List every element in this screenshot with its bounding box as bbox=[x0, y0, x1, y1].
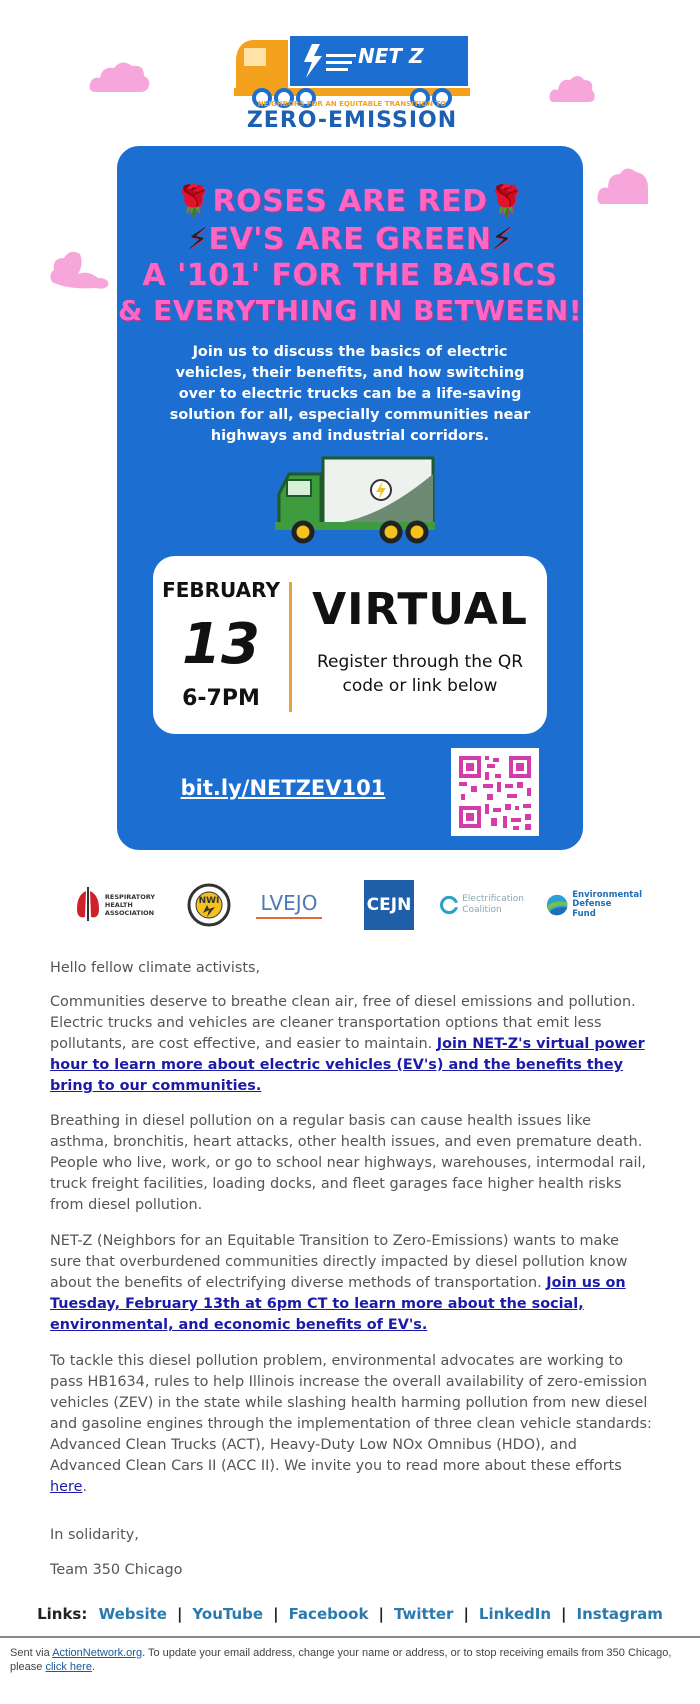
footer-text: Sent via ActionNetwork.org. To update your email address, change your name or address, or to stop receiving emails from 350 Chicago, please click here. bbox=[10, 1647, 672, 1673]
unsubscribe-link[interactable]: click here bbox=[45, 1661, 92, 1673]
electric-truck-icon bbox=[273, 454, 437, 544]
cloud-decoration bbox=[596, 164, 648, 208]
power-hour-link[interactable]: Join NET-Z's virtual power hour to learn more about electric vehicles (EV's) and the benefits they bring to our communities. bbox=[50, 1036, 645, 1094]
logo-environmental-defense-fund: Environmental Defense Fund bbox=[546, 880, 642, 930]
paragraph-netz: NET-Z (Neighbors for an Equitable Transition to Zero-Emissions) wants to make sure that overburdened communities directly impacted by diesel pollution know about the benefits of electrifying diverse methods of transportation. Join us on Tuesday, February 13th at 6pm CT to learn more about the social, environmental, and economic benefits of EV's. bbox=[50, 1233, 628, 1333]
twitter-link[interactable]: Twitter bbox=[393, 1605, 454, 1623]
net-z-logo bbox=[232, 32, 472, 136]
logo-brand: NET Z bbox=[358, 44, 424, 68]
event-flyer bbox=[117, 146, 583, 850]
flyer-headline-2: ⚡EV'S ARE GREEN⚡ bbox=[186, 222, 514, 257]
signoff: In solidarity, bbox=[50, 1527, 139, 1543]
logo-tagline: NEIGHBORS FOR AN EQUITABLE TRANSITION TO bbox=[257, 100, 447, 108]
logo-lvejo: LVEJO bbox=[254, 880, 324, 930]
rose-icon: 🌹 bbox=[174, 184, 213, 219]
flyer-intro: Join us to discuss the basics of electric vehicles, their benefits, and how switching over to electric trucks can be a life-saving solution for all, especially communities near highways and industrial corridors. bbox=[169, 344, 531, 444]
signature: Team 350 Chicago bbox=[50, 1562, 183, 1578]
rose-icon: 🌹 bbox=[487, 184, 526, 219]
flyer-headline-1: 🌹ROSES ARE RED🌹 bbox=[174, 184, 526, 219]
event-details-link[interactable]: Join us on Tuesday, February 13th at 6pm CT to learn more about the social, environmental, and economic benefits of EV's. bbox=[50, 1275, 626, 1333]
paragraph-hb1634: To tackle this diesel pollution problem, environmental advocates are working to pass HB1634, rules to help Illinois increase the overall availability of zero-emission vehicles (ZEV) in the state while slashing health harming pollution from new diesel and gasoline engines through the implementation of three clean vehicle standards: Advanced Clean Trucks (ACT), Heavy-Duty Low NOx Omnibus (HDO), and Advanced Clean Cars II (ACC II). We invite you to read more about these efforts here. bbox=[50, 1353, 652, 1495]
youtube-link[interactable]: YouTube bbox=[192, 1605, 264, 1623]
edf-globe-icon bbox=[546, 892, 568, 918]
social-links-bar: Links: Website | YouTube | Facebook | Twitter | LinkedIn | Instagram bbox=[37, 1605, 663, 1623]
website-link[interactable]: Website bbox=[98, 1605, 167, 1623]
register-instructions: Register through the QR code or link below bbox=[316, 652, 524, 696]
footer-divider bbox=[0, 1636, 700, 1638]
logo-title: ZERO-EMISSION bbox=[246, 108, 458, 133]
actionnetwork-link[interactable]: ActionNetwork.org bbox=[52, 1647, 143, 1659]
event-date-card bbox=[153, 556, 547, 734]
qr-code[interactable] bbox=[451, 748, 539, 836]
event-short-link[interactable]: bit.ly/NETZEV101 bbox=[180, 776, 386, 800]
plug-icon: ⚡ bbox=[186, 222, 209, 257]
lungs-icon bbox=[75, 887, 101, 923]
flyer-headline-3: A '101' FOR THE BASICS bbox=[142, 258, 558, 293]
date-divider bbox=[289, 582, 292, 712]
greeting: Hello fellow climate activists, bbox=[50, 960, 261, 976]
cloud-decoration bbox=[48, 244, 110, 292]
event-day: 13 bbox=[182, 612, 260, 677]
cloud-decoration bbox=[88, 56, 152, 96]
facebook-link[interactable]: Facebook bbox=[288, 1605, 369, 1623]
plug-icon: ⚡ bbox=[491, 222, 514, 257]
read-more-link[interactable]: here bbox=[50, 1479, 83, 1495]
flyer-headline-4: & EVERYTHING IN BETWEEN! bbox=[117, 294, 583, 327]
instagram-link[interactable]: Instagram bbox=[576, 1605, 663, 1623]
links-label: Links: bbox=[37, 1605, 88, 1623]
logo-electrification-coalition: Electrification Coalition bbox=[440, 880, 524, 930]
logo-respiratory-health-association: RESPIRATORY HEALTH ASSOCIATION bbox=[70, 880, 160, 930]
nwi-seal-icon bbox=[187, 883, 231, 927]
cloud-decoration bbox=[548, 70, 596, 106]
paragraph-intro: Communities deserve to breathe clean air, free of diesel emissions and pollution. Electric trucks and vehicles are cleaner transportation options that emit less pollutants, are cost effective, and easier to maintain. Join NET-Z's virtual power hour to learn more about electric vehicles (EV's) and the benefits they bring to our communities. bbox=[50, 994, 645, 1094]
svg-text:NWI: NWI bbox=[198, 896, 220, 906]
logo-nwi bbox=[186, 880, 232, 930]
event-time: 6-7PM bbox=[182, 686, 260, 711]
event-month: FEBRUARY bbox=[162, 578, 280, 602]
logo-cejn: CEJN bbox=[364, 880, 414, 930]
linkedin-link[interactable]: LinkedIn bbox=[478, 1605, 552, 1623]
paragraph-health: Breathing in diesel pollution on a regular basis can cause health issues like asthma, bronchitis, heart attacks, other health issues, and even premature death. People who live, work, or go to school near highways, warehouses, intermodal rail, truck freight facilities, loading docks, and fleet garages face higher health risks from diesel pollution. bbox=[50, 1113, 647, 1213]
ec-circle-icon bbox=[440, 893, 458, 917]
event-format: VIRTUAL bbox=[312, 584, 528, 635]
